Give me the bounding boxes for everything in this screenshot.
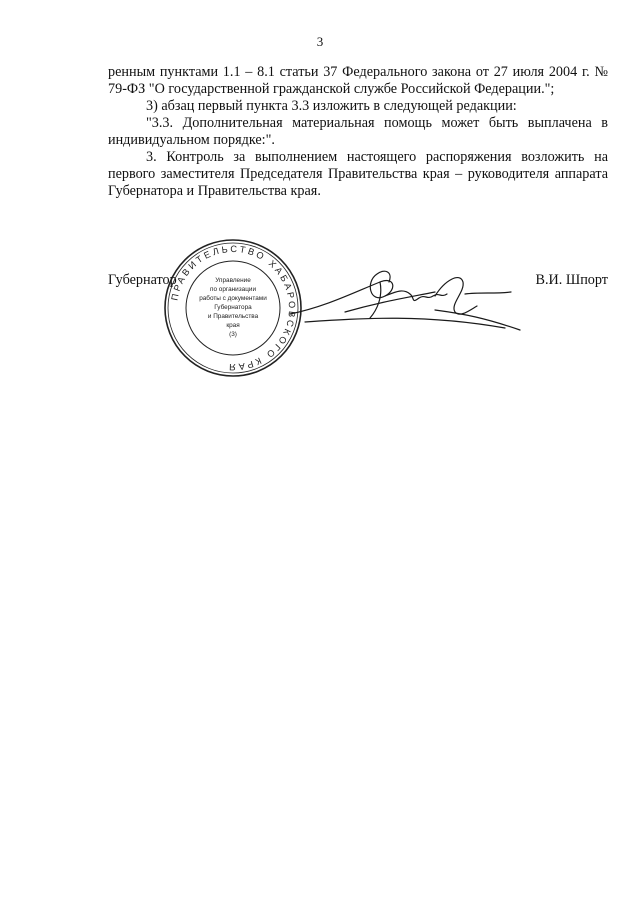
svg-text:работы с документами: работы с документами <box>199 295 267 302</box>
signer-title: Губернатор <box>108 272 177 288</box>
svg-text:края: края <box>226 322 240 329</box>
paragraph-continuation: ренным пунктами 1.1 – 8.1 статьи 37 Федерального закона от 27 июля 2004 г. № 79-ФЗ "О государственной гражданской службе Российской Федерации."; <box>108 64 608 97</box>
svg-text:Губернатора: Губернатора <box>214 304 252 311</box>
paragraph-quote-3-3: "3.3. Дополнительная материальная помощь может быть выплачена в индивидуальном порядке:". <box>108 115 608 148</box>
signer-name: В.И. Шпорт <box>535 272 608 288</box>
official-seal-stamp <box>163 238 303 378</box>
svg-text:(3): (3) <box>229 331 237 338</box>
document-body <box>108 64 608 200</box>
svg-text:ПРАВИТЕЛЬСТВО ХАБАРОВСКОГО КРА: ПРАВИТЕЛЬСТВО ХАБАРОВСКОГО КРАЯ <box>169 243 298 373</box>
handwritten-signature <box>285 252 525 342</box>
svg-text:по организации: по организации <box>209 286 257 293</box>
paragraph-item-3: 3) абзац первый пункта 3.3 изложить в следующей редакции: <box>146 98 517 114</box>
paragraph-control: 3. Контроль за выполнением настоящего распоряжения возложить на первого заместителя Председателя Правительства края – руководителя аппарата Губернатора и Правительства края. <box>108 149 608 199</box>
svg-text:и Правительства: и Правительства <box>207 313 259 320</box>
page-number: 3 <box>316 34 324 49</box>
svg-text:Управление: Управление <box>215 277 251 284</box>
